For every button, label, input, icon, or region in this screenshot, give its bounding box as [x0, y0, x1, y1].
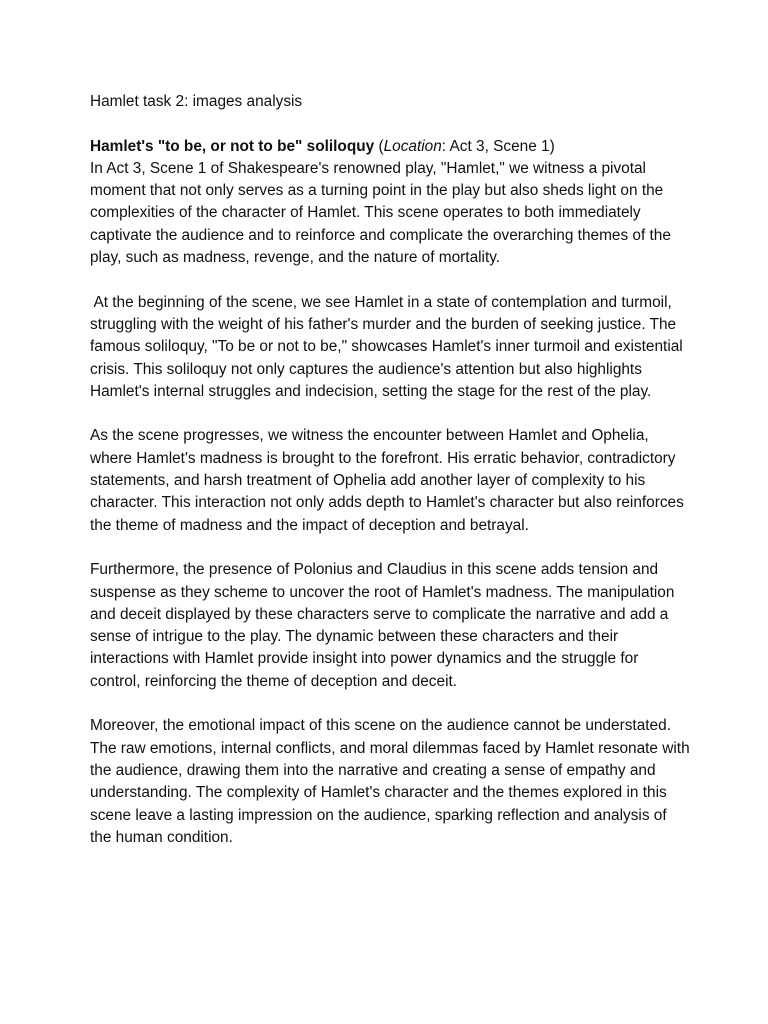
- section-heading: [90, 136, 690, 158]
- document-title: Hamlet task 2: images analysis: [90, 93, 303, 110]
- location-value: : Act 3, Scene 1): [441, 137, 555, 155]
- document-page: [90, 91, 690, 871]
- paragraph-polonius-claudius: Furthermore, the presence of Polonius and Claudius in this scene adds tension and suspense as they scheme to uncover the root of Hamlet's madness. The manipulation and deceit displayed by these characters serve to complicate the narrative and add a sense of intrigue to the play. The dynamic between these characters and their interactions with Hamlet provide insight into power dynamics and the struggle for control, reinforcing the theme of deception and deceit.: [90, 561, 675, 690]
- paragraph-emotional-impact: Moreover, the emotional impact of this scene on the audience cannot be understated. The raw emotions, internal conflicts, and moral dilemmas faced by Hamlet resonate with the audience, drawing them into the narrative and creating a sense of empathy and understanding. The complexity of Hamlet's character and the themes explored in this scene leave a lasting impression on the audience, sparking reflection and analysis of the human condition.: [90, 717, 690, 846]
- paragraph-ophelia: As the scene progresses, we witness the encounter between Hamlet and Ophelia, where Hamlet's madness is brought to the forefront. His erratic behavior, contradictory statements, and harsh treatment of Ophelia add another layer of complexity to his character. This interaction not only adds depth to Hamlet's character but also reinforces the theme of madness and the impact of deception and betrayal.: [90, 427, 684, 534]
- location-label: Location: [383, 137, 442, 155]
- paragraph-intro: In Act 3, Scene 1 of Shakespeare's renowned play, "Hamlet," we witness a pivotal moment that not only serves as a turning point in the play but also sheds light on the complexities of the character of Hamlet. This scene operates to both immediately captivate the audience and to reinforce and complicate the overarching themes of the play, such as madness, revenge, and the nature of mortality.: [90, 159, 671, 267]
- section-heading-title: Hamlet's "to be, or not to be" soliloquy: [90, 137, 375, 155]
- paragraph-beginning: At the beginning of the scene, we see Hamlet in a state of contemplation and turmoil, struggling with the weight of his father's murder and the burden of seeking justice. The famous soliloquy, "To be or not to be," showcases Hamlet's inner turmoil and existential crisis. This soliloquy not only captures the audience's attention but also highlights Hamlet's internal struggles and indecision, setting the stage for the rest of the play.: [90, 293, 683, 400]
- section-heading-paren: (: [374, 137, 384, 155]
